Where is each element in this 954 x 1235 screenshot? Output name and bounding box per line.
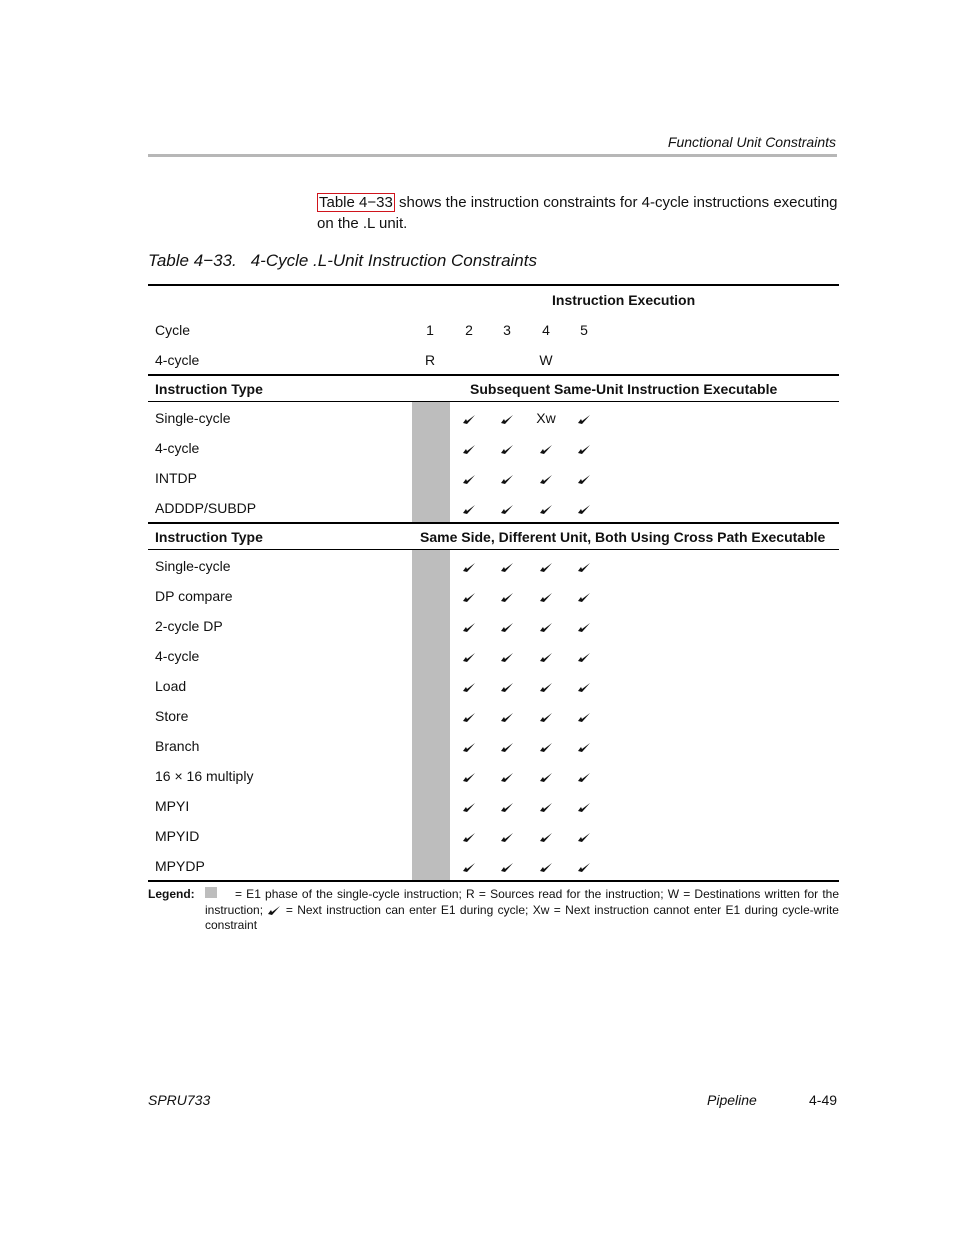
section-header: [148, 522, 839, 550]
phase-cell: W: [539, 352, 553, 368]
instruction-type-label: MPYDP: [155, 858, 205, 874]
table-row: [148, 670, 839, 700]
check-icon: [528, 648, 564, 664]
check-icon: [528, 738, 564, 754]
instruction-type-label: MPYI: [155, 798, 190, 814]
footer-section: Pipeline: [707, 1092, 757, 1108]
check-icon: [489, 738, 525, 754]
table-row: [148, 462, 839, 492]
check-icon: [566, 738, 602, 754]
cycle-number: 2: [465, 322, 473, 338]
check-icon: [566, 588, 602, 604]
check-icon: [489, 798, 525, 814]
check-icon: [566, 858, 602, 874]
check-icon: [489, 618, 525, 634]
section-body: [148, 402, 839, 522]
e1-phase-swatch: [205, 887, 217, 898]
table-row: [148, 640, 839, 670]
check-icon: [566, 768, 602, 784]
check-icon: [566, 558, 602, 574]
instruction-type-label: DP compare: [155, 588, 233, 604]
check-icon: [451, 798, 487, 814]
instruction-type-label: INTDP: [155, 470, 197, 486]
table-row: [148, 820, 839, 850]
table-number: Table 4−33.: [148, 251, 237, 270]
legend-text-part2: = Next instruction can enter E1 during cycle; Xw = Next instruction cannot enter E1 during cycle-write constraint: [205, 902, 839, 932]
check-icon: [528, 500, 564, 516]
check-icon: [451, 618, 487, 634]
table-cross-reference-link[interactable]: Table 4−33: [319, 194, 393, 211]
check-icon: [489, 858, 525, 874]
check-icon: [528, 768, 564, 784]
check-icon: [489, 588, 525, 604]
footer-page-number: 4-49: [809, 1092, 838, 1108]
check-icon: [451, 410, 487, 426]
execution-header: Instruction Execution: [552, 292, 696, 308]
section-title: Subsequent Same-Unit Instruction Executable: [470, 381, 778, 397]
section-body: [148, 550, 839, 880]
check-icon: [566, 410, 602, 426]
check-icon: [528, 708, 564, 724]
check-icon: [566, 708, 602, 724]
constraint-cell: Xw: [536, 410, 556, 426]
check-icon: [489, 500, 525, 516]
check-icon: [451, 828, 487, 844]
check-icon: [451, 588, 487, 604]
check-icon: [451, 858, 487, 874]
check-icon: [267, 904, 281, 916]
section-header: [148, 374, 839, 402]
check-icon: [451, 500, 487, 516]
table-row: [148, 402, 839, 432]
check-icon: [528, 678, 564, 694]
section-title: Same Side, Different Unit, Both Using Cross Path Executable: [420, 529, 826, 545]
check-icon: [566, 500, 602, 516]
check-icon: [489, 648, 525, 664]
instruction-type-header: Instruction Type: [155, 381, 263, 397]
check-icon: [489, 768, 525, 784]
check-icon: [566, 618, 602, 634]
table-row: [148, 550, 839, 580]
check-icon: [566, 440, 602, 456]
table-row: [148, 730, 839, 760]
legend: [148, 887, 839, 934]
check-icon: [489, 708, 525, 724]
check-icon: [489, 828, 525, 844]
check-icon: [528, 798, 564, 814]
check-icon: [566, 798, 602, 814]
check-icon: [566, 828, 602, 844]
instruction-type-label: Single-cycle: [155, 558, 231, 574]
cycle-row: [148, 314, 839, 344]
cycle-number: 5: [580, 322, 588, 338]
legend-label: Legend:: [148, 887, 195, 901]
instruction-type-label: Load: [155, 678, 187, 694]
check-icon: [528, 828, 564, 844]
instruction-type-label: Branch: [155, 738, 200, 754]
running-header: Functional Unit Constraints: [667, 134, 836, 150]
instruction-type-label: Store: [155, 708, 189, 724]
check-icon: [451, 558, 487, 574]
check-icon: [489, 558, 525, 574]
constraints-table: [148, 284, 839, 882]
header-rule: [148, 154, 837, 157]
table-title: 4-Cycle .L-Unit Instruction Constraints: [250, 251, 537, 270]
execution-header-row: [148, 286, 839, 314]
check-icon: [451, 678, 487, 694]
check-icon: [451, 708, 487, 724]
instruction-type-label: 2-cycle DP: [155, 618, 223, 634]
instruction-type-label: 4-cycle: [155, 440, 200, 456]
check-icon: [489, 410, 525, 426]
table-row: [148, 850, 839, 880]
instruction-phase-row: [148, 344, 839, 374]
instruction-type-label: Single-cycle: [155, 410, 231, 426]
instruction-type-header: Instruction Type: [155, 529, 263, 545]
check-icon: [489, 678, 525, 694]
check-icon: [451, 440, 487, 456]
phase-cell: R: [424, 352, 436, 368]
footer-doc-id: SPRU733: [148, 1092, 211, 1108]
table-row: [148, 432, 839, 462]
check-icon: [451, 648, 487, 664]
check-icon: [451, 768, 487, 784]
table-row: [148, 760, 839, 790]
instruction-type-label: 4-cycle: [155, 648, 200, 664]
check-icon: [566, 648, 602, 664]
check-icon: [528, 440, 564, 456]
check-icon: [451, 470, 487, 486]
cycle-label: Cycle: [155, 322, 191, 338]
check-icon: [528, 618, 564, 634]
instruction-phase-label: 4-cycle: [155, 352, 200, 368]
check-icon: [451, 738, 487, 754]
intro-paragraph: [317, 192, 842, 234]
table-row: [148, 492, 839, 522]
table-row: [148, 610, 839, 640]
cycle-number: 1: [426, 322, 434, 338]
cycle-number: 4: [542, 322, 550, 338]
check-icon: [566, 470, 602, 486]
table-row: [148, 790, 839, 820]
table-row: [148, 700, 839, 730]
legend-text-part1: = E1 phase of the single-cycle instruction; R = Sources read for the instruction; W = Destinations written for the instruction;: [205, 887, 839, 917]
check-icon: [528, 558, 564, 574]
instruction-type-label: ADDDP/SUBDP: [155, 500, 257, 516]
check-icon: [489, 440, 525, 456]
table-row: [148, 580, 839, 610]
cycle-number: 3: [503, 322, 511, 338]
check-icon: [528, 470, 564, 486]
intro-text: shows the instruction constraints for 4-cycle instructions executing on the .L unit.: [317, 194, 838, 232]
check-icon: [566, 678, 602, 694]
table-caption: [148, 251, 537, 271]
check-icon: [489, 470, 525, 486]
check-icon: [528, 858, 564, 874]
instruction-type-label: MPYID: [155, 828, 200, 844]
check-icon: [528, 588, 564, 604]
instruction-type-label: 16 × 16 multiply: [155, 768, 254, 784]
